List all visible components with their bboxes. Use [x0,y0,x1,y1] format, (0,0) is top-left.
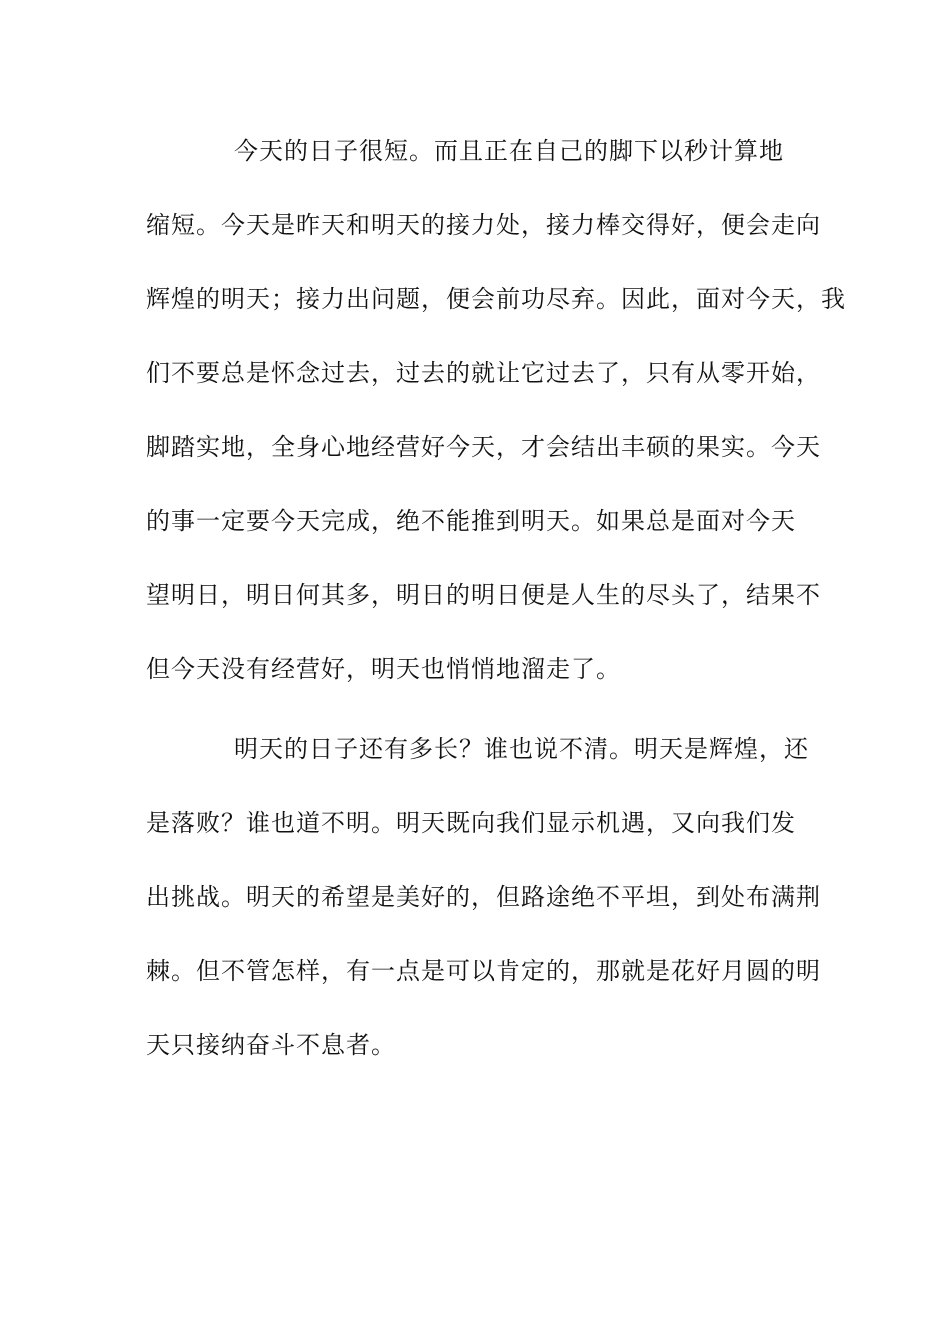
paragraph-line: 的事一定要今天完成，绝不能推到明天。如果总是面对今天 [146,507,796,535]
paragraph-line: 们不要总是怀念过去，过去的就让它过去了，只有从零开始， [146,359,821,387]
paragraph-line: 天只接纳奋斗不息者。 [146,1031,396,1059]
paragraph-line: 望明日，明日何其多，明日的明日便是人生的尽头了，结果不 [146,581,821,609]
paragraph-line: 棘。但不管怎样，有一点是可以肯定的，那就是花好月圆的明 [146,957,821,985]
document-body [146,128,846,1096]
paragraph-line: 是落败？谁也道不明。明天既向我们显示机遇，又向我们发 [146,809,796,837]
paragraph-line: 脚踏实地，全身心地经营好今天，才会结出丰硕的果实。今天 [146,433,821,461]
paragraph-line: 明天的日子还有多长？谁也说不清。明天是辉煌，还 [234,735,809,763]
paragraph-line: 但今天没有经营好，明天也悄悄地溜走了。 [146,655,621,683]
paragraph-2 [146,726,821,1096]
paragraph-line: 缩短。今天是昨天和明天的接力处，接力棒交得好，便会走向 [146,211,821,239]
paragraph-line: 今天的日子很短。而且正在自己的脚下以秒计算地 [234,137,784,165]
paragraph-1 [146,128,846,720]
paragraph-line: 辉煌的明天；接力出问题，便会前功尽弃。因此，面对今天，我 [146,285,846,313]
paragraph-line: 出挑战。明天的希望是美好的，但路途绝不平坦，到处布满荆 [146,883,821,911]
